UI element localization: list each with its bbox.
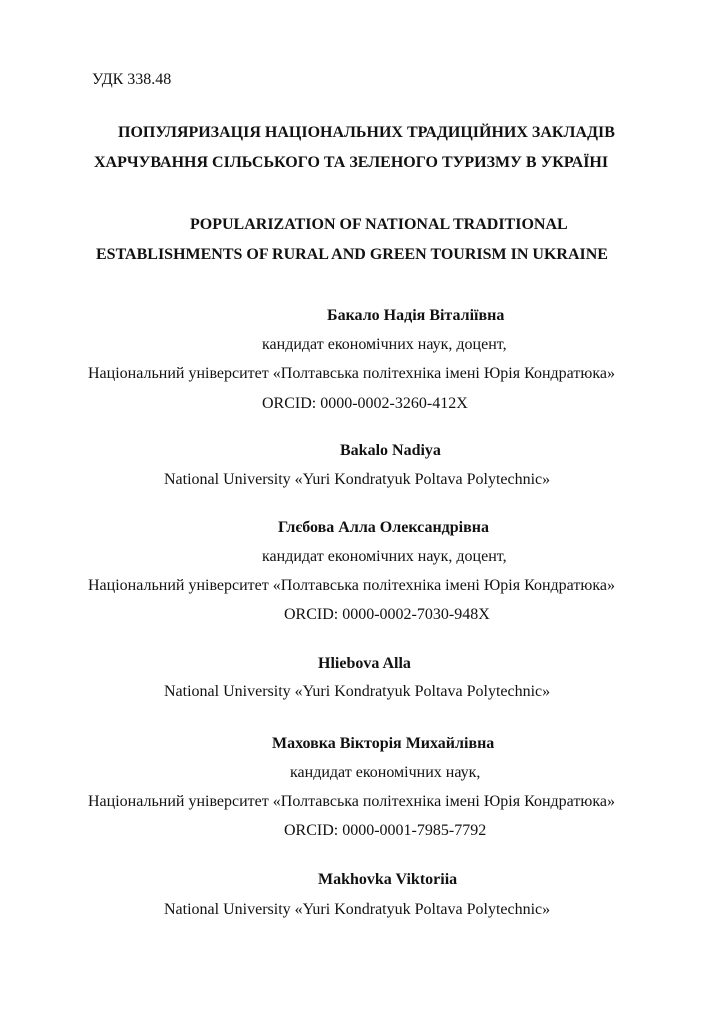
author-name-en: Hliebova Alla (318, 655, 411, 672)
author-affiliation-uk: Національний університет «Полтавська політехніка імені Юрія Кондратюка» (88, 365, 615, 382)
title-en-line-2: ESTABLISHMENTS OF RURAL AND GREEN TOURISM IN UKRAINE (96, 246, 608, 263)
udc-code: УДК 338.48 (92, 71, 172, 88)
author-degree-uk: кандидат економічних наук, доцент, (262, 336, 507, 353)
author-orcid: ORCID: 0000-0002-7030-948X (284, 606, 490, 623)
author-degree-uk: кандидат економічних наук, доцент, (262, 548, 507, 565)
title-en-line-1: POPULARIZATION OF NATIONAL TRADITIONAL (190, 216, 568, 233)
author-affiliation-uk: Національний університет «Полтавська політехніка імені Юрія Кондратюка» (88, 793, 615, 810)
author-orcid: ORCID: 0000-0001-7985-7792 (284, 822, 487, 839)
author-degree-uk: кандидат економічних наук, (290, 764, 481, 781)
author-name-en: Makhovka Viktoriia (318, 871, 458, 888)
author-affiliation-uk: Національний університет «Полтавська політехніка імені Юрія Кондратюка» (88, 577, 615, 594)
title-uk-line-1: ПОПУЛЯРИЗАЦІЯ НАЦІОНАЛЬНИХ ТРАДИЦІЙНИХ ЗАКЛАДІВ (118, 124, 615, 141)
author-orcid: ORCID: 0000-0002-3260-412X (262, 395, 468, 412)
author-affiliation-en: National University «Yuri Kondratyuk Poltava Polytechnic» (164, 471, 551, 488)
author-name-uk: Глєбова Алла Олександрівна (278, 519, 489, 536)
author-name-en: Bakalo Nadiya (340, 442, 441, 459)
author-name-uk: Маховка Вікторія Михайлівна (272, 735, 495, 752)
author-name-uk: Бакало Надія Віталіївна (327, 307, 505, 324)
title-uk-line-2: ХАРЧУВАННЯ СІЛЬСЬКОГО ТА ЗЕЛЕНОГО ТУРИЗМУ В УКРАЇНІ (94, 154, 609, 171)
author-affiliation-en: National University «Yuri Kondratyuk Poltava Polytechnic» (164, 683, 551, 700)
author-affiliation-en: National University «Yuri Kondratyuk Poltava Polytechnic» (164, 901, 551, 918)
